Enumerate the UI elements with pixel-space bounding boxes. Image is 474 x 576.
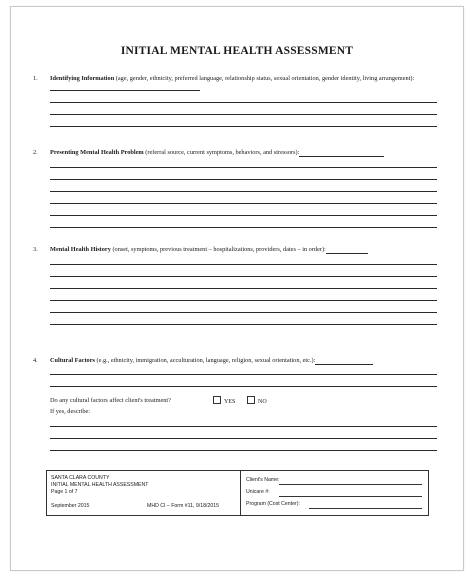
program-label: Program (Cost Center): — [246, 501, 300, 507]
answer-line[interactable] — [50, 179, 437, 180]
client-name-label: Client's Name: — [246, 477, 280, 483]
no-label: NO — [258, 399, 267, 405]
county-name: SANTA CLARA COUNTY — [51, 475, 110, 481]
no-option[interactable] — [247, 396, 267, 405]
cultural-treatment-question: Do any cultural factors affect client's treatment? — [50, 397, 171, 404]
answer-line[interactable] — [50, 227, 437, 228]
answer-line[interactable] — [50, 300, 437, 301]
question-number: 4. — [33, 357, 38, 364]
question-detail: (age, gender, ethnicity, preferred language, relationship status, sexual orientation, gender identity, living arrangement): — [114, 75, 415, 82]
program-field[interactable] — [309, 508, 422, 509]
no-checkbox[interactable] — [247, 396, 255, 404]
answer-line[interactable] — [50, 215, 437, 216]
answer-line[interactable] — [50, 312, 437, 313]
question-text — [50, 246, 441, 254]
answer-line[interactable] — [299, 156, 384, 157]
question-number: 3. — [33, 246, 38, 253]
question-lead: Presenting Mental Health Problem — [50, 149, 144, 156]
form-title: INITIAL MENTAL HEALTH ASSESSMENT — [120, 45, 354, 57]
question-detail: (referral source, current symptoms, behaviors, and stressors): — [143, 149, 300, 156]
form-footer — [46, 470, 429, 516]
yes-option[interactable] — [213, 396, 235, 405]
answer-line[interactable] — [50, 203, 437, 204]
answer-line[interactable] — [50, 102, 437, 103]
answer-line[interactable] — [50, 167, 437, 168]
answer-line[interactable] — [326, 253, 368, 254]
form-id: MHD CI – Form #11, 9/18/2015 — [147, 503, 219, 509]
question-detail: (onset, symptoms, previous treatment – hospitalizations, providers, dates – in order): — [110, 246, 326, 253]
answer-line[interactable] — [50, 114, 437, 115]
answer-line[interactable] — [50, 126, 437, 127]
question-lead: Identifying Information — [50, 75, 115, 82]
footer-divider — [240, 471, 241, 515]
question-text — [50, 149, 441, 157]
answer-line[interactable] — [50, 264, 437, 265]
yes-checkbox[interactable] — [213, 396, 221, 404]
question-number: 2. — [33, 149, 38, 156]
answer-line[interactable] — [50, 191, 437, 192]
answer-line[interactable] — [50, 374, 437, 375]
describe-label: If yes, describe: — [50, 408, 91, 415]
form-page — [10, 6, 464, 571]
question-lead: Mental Health History — [50, 246, 111, 253]
question-text — [50, 357, 441, 365]
question-number: 1. — [33, 75, 38, 82]
question-text — [50, 75, 441, 91]
question-detail: (e.g., ethnicity, immigration, acculturation, language, religion, sexual orientation, etc.): — [94, 357, 316, 364]
answer-line[interactable] — [50, 324, 437, 325]
unicare-field[interactable] — [279, 496, 422, 497]
page-number: Page 1 of 7 — [51, 489, 78, 495]
answer-line[interactable] — [50, 90, 200, 91]
yes-label: YES — [224, 399, 236, 405]
answer-line[interactable] — [50, 438, 437, 439]
footer-form-title: INITIAL MENTAL HEALTH ASSESSMENT — [51, 482, 149, 488]
answer-line[interactable] — [50, 450, 437, 451]
unicare-label: Unicare #: — [246, 489, 270, 495]
question-lead: Cultural Factors — [50, 357, 95, 364]
answer-line[interactable] — [315, 364, 373, 365]
answer-line[interactable] — [50, 386, 437, 387]
answer-line[interactable] — [50, 288, 437, 289]
form-date: September 2015 — [51, 503, 90, 509]
answer-line[interactable] — [50, 276, 437, 277]
answer-line[interactable] — [50, 426, 437, 427]
client-name-field[interactable] — [279, 484, 422, 485]
